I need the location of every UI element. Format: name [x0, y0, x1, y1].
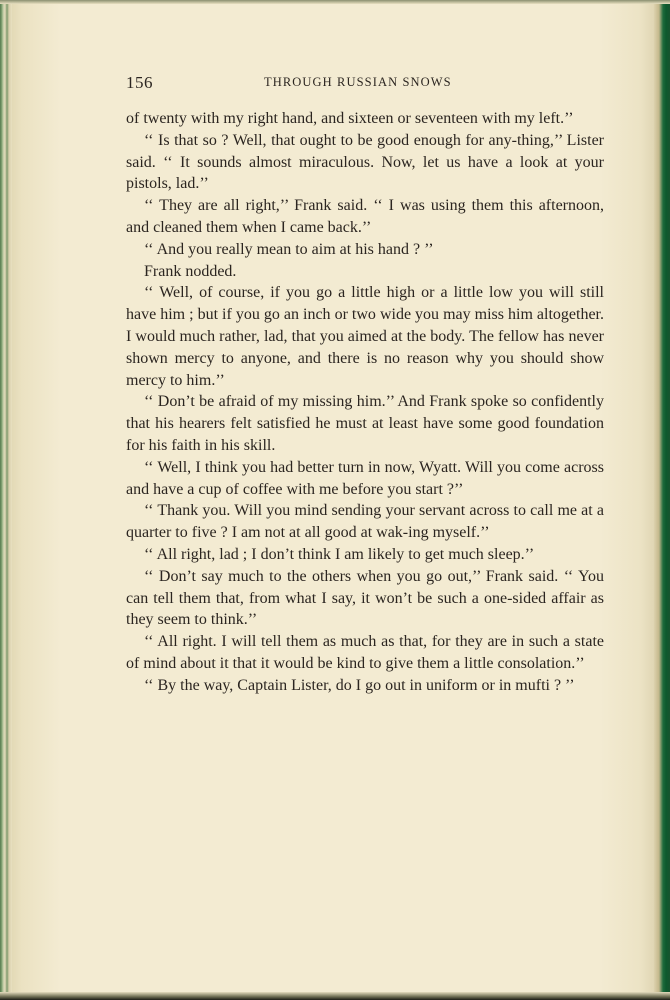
paragraph: ‘‘ They are all right,’’ Frank said. ‘‘ I was using them this afternoon, and cleaned them when I came back.’’ [126, 197, 604, 236]
page-top-edge [0, 0, 670, 4]
page-bottom-edge [0, 992, 670, 1000]
paragraph: ‘‘ All right. I will tell them as much as that, for they are in such a state of mind about it that it would be kind to give them a little consolation.’’ [126, 633, 604, 672]
paragraph: ‘‘ All right, lad ; I don’t think I am likely to get much sleep.’’ [144, 545, 535, 563]
paragraph: ‘‘ Thank you. Will you mind sending your servant across to call me at a quarter to five ? I am not at all good at wak-ing myself.’’ [126, 502, 604, 542]
paragraph: ‘‘ By the way, Captain Lister, do I go out in uniform or in mufti ? ’’ [144, 676, 575, 694]
paragraph: ‘‘ Well, of course, if you go a little high or a little low you will still have him ; but if you go an inch or two wide you may miss him altogether. I would much rather, lad, that you aimed at the body. The fellow has never shown mercy to anyone, and there is no reason why you should show mercy to him.’’ [126, 284, 604, 389]
paragraph: ‘‘ Is that so ? Well, that ought to be good enough for any-thing,’’ Lister said. ‘‘ It sounds almost miraculous. Now, let us have a look at your pistols, lad.’’ [126, 131, 604, 193]
page-number: 156 [126, 73, 153, 92]
page-header [126, 73, 604, 97]
paragraph: ‘‘ And you really mean to aim at his hand ? ’’ [144, 240, 434, 258]
paragraph: ‘‘ Don’t be afraid of my missing him.’’ And Frank spoke so confidently that his hearers felt satisfied he must at least have some good foundation for his faith in his skill. [126, 393, 604, 454]
paragraph: ‘‘ Well, I think you had better turn in now, Wyatt. Will you come across and have a cup of coffee with me before you start ?’’ [126, 458, 604, 498]
book-spine-edge [0, 0, 12, 1000]
running-head: THROUGH RUSSIAN SNOWS [264, 75, 452, 89]
paragraph: ‘‘ Don’t say much to the others when you go out,’’ Frank said. ‘‘ You can tell them that, from what I say, it won’t be such a one-sided affair as they seem to think.’’ [126, 567, 604, 629]
paragraph: of twenty with my right hand, and sixteen or seventeen with my left.’’ [126, 110, 574, 127]
paragraph: Frank nodded. [144, 262, 237, 280]
book-cover-edge [654, 0, 670, 1000]
body-text [126, 108, 604, 697]
